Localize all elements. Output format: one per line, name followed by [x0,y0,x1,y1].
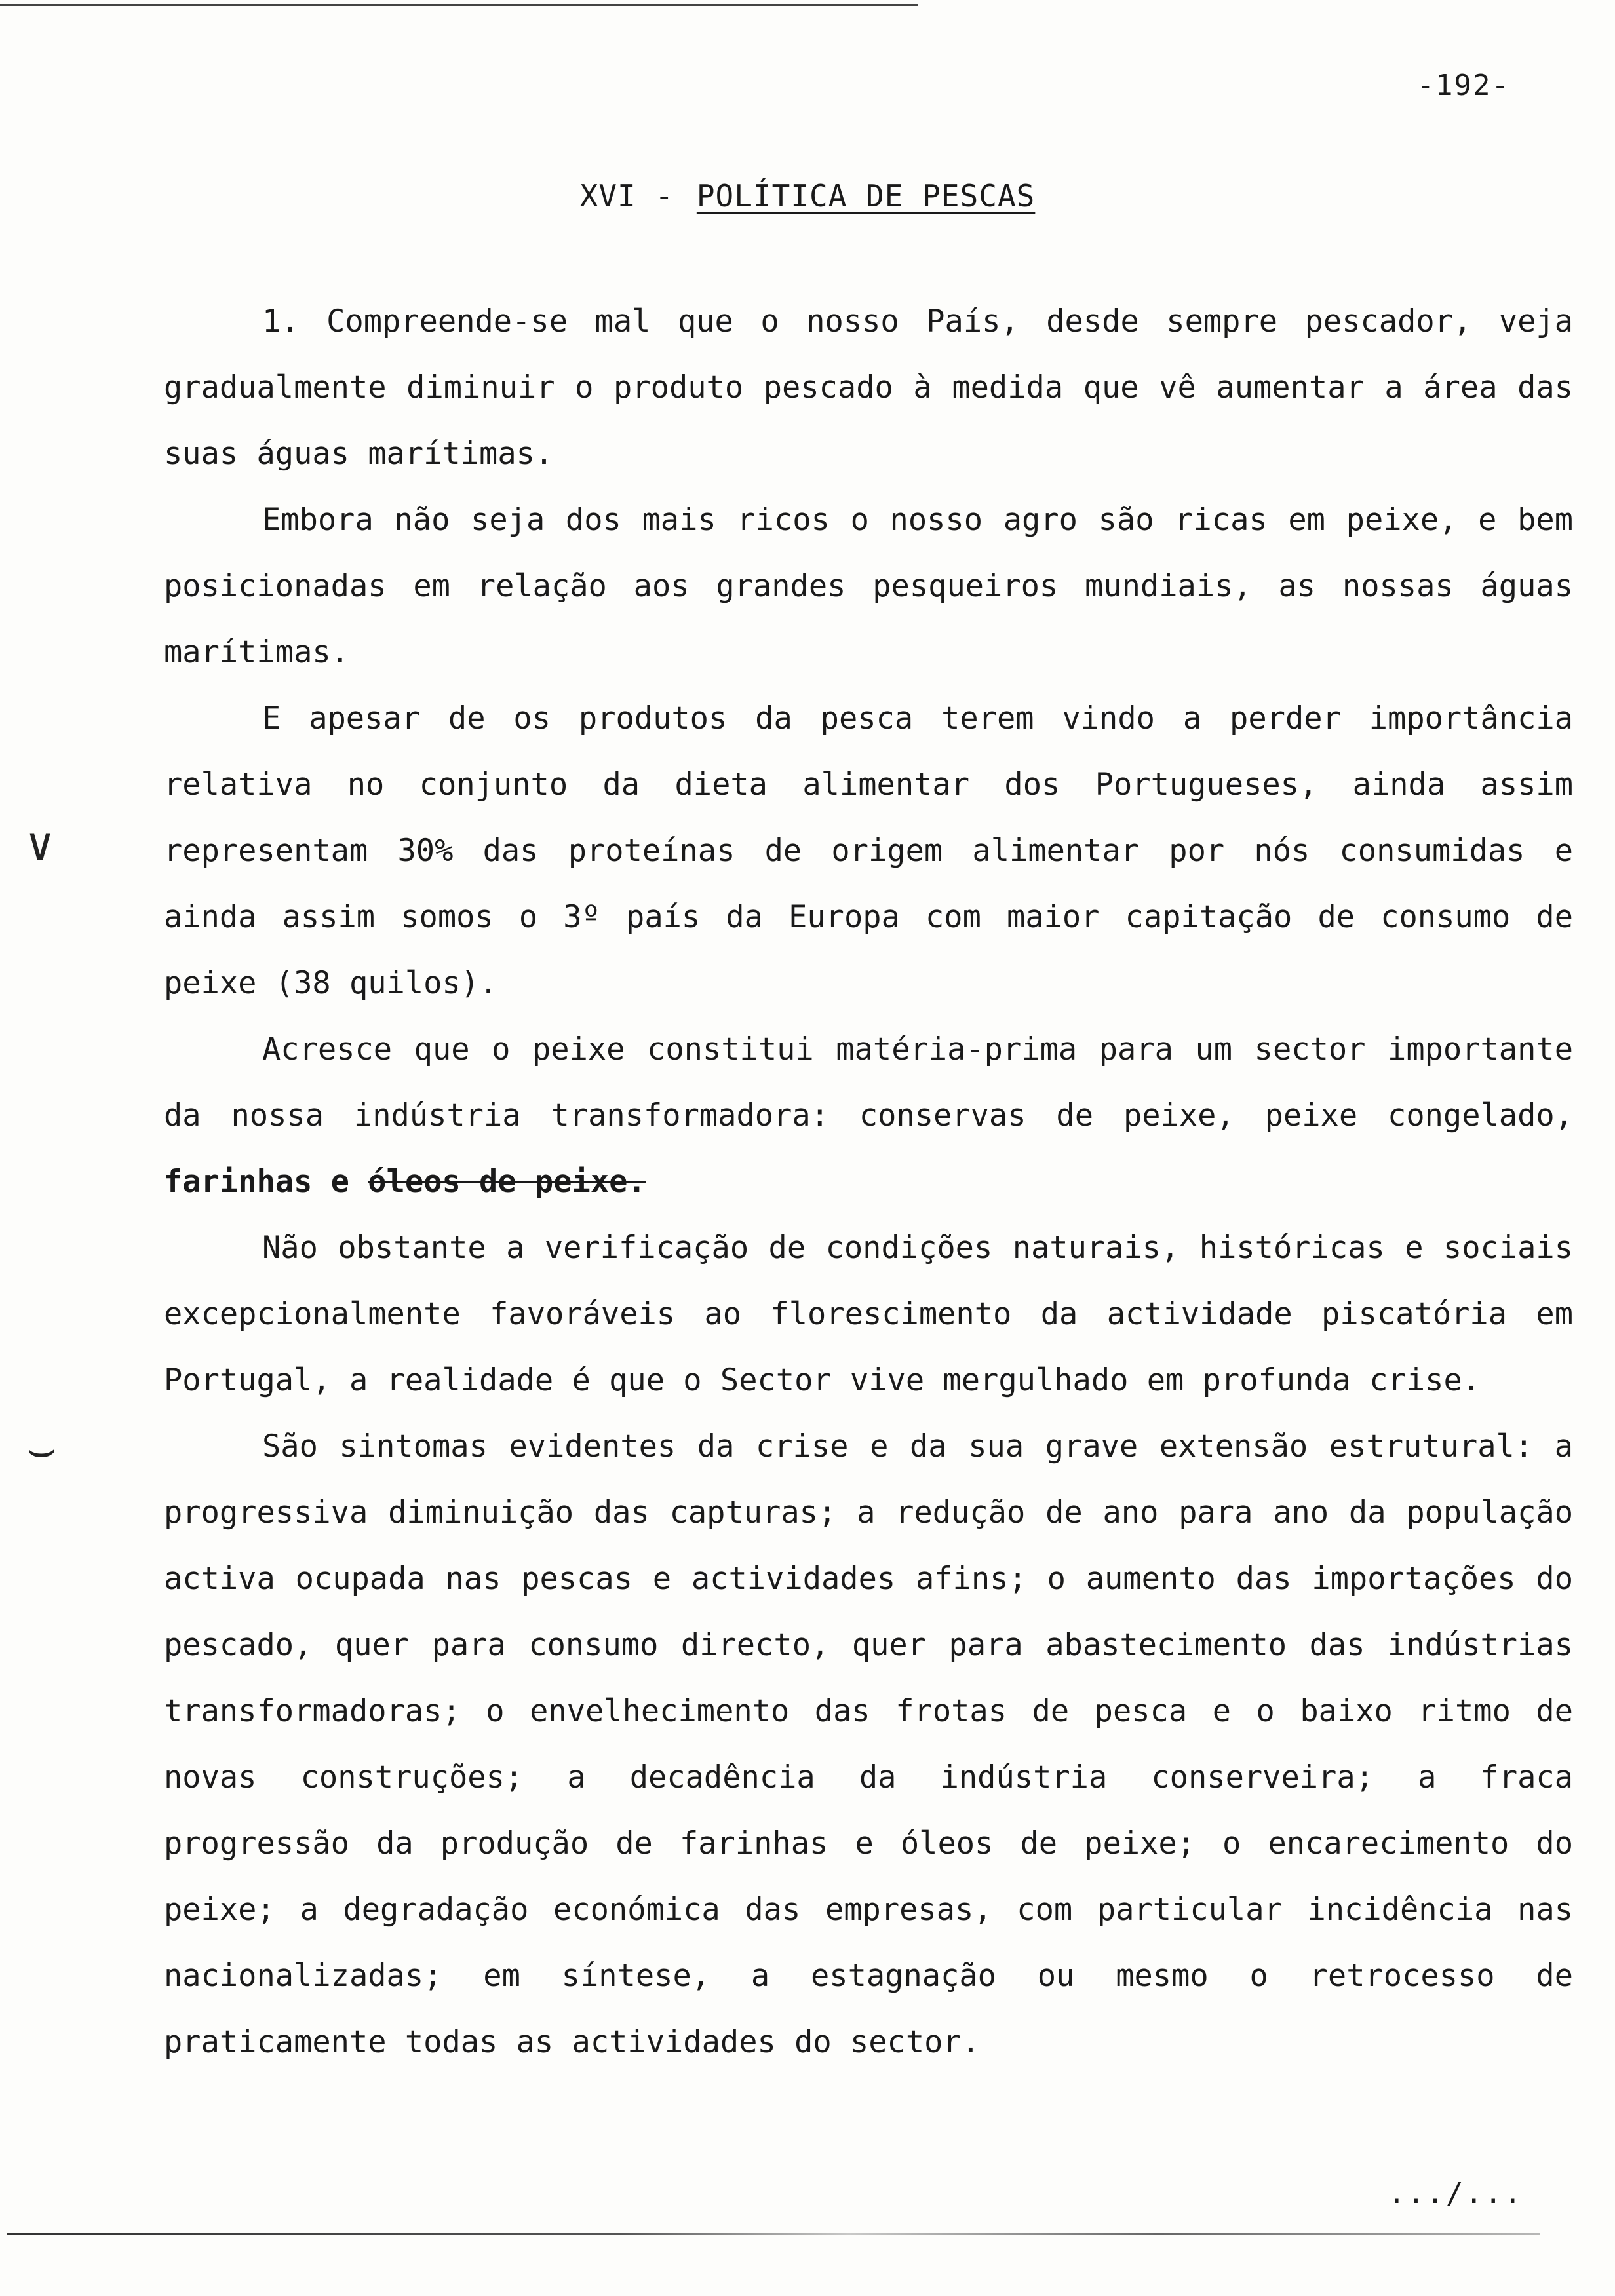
paragraph-4-struck-text: óleos de peixe. [368,1164,646,1200]
paragraph-6: São sintomas evidentes da crise e da sua grave extensão estrutural: a progressiva diminuição das capturas; a redução de ano para ano da população activa ocupada nas pescas e actividades afins; o aumento das importações do pescado, quer para consumo directo, quer para abastecimento das indústrias transformadoras; o envelhecimento das frotas de pesca e o baixo ritmo de novas construções; a decadência da indústria conserveira; a fraca progressão da produção de farinhas e óleos de peixe; o encarecimento do peixe; a degradação económica das empresas, com particular incidência nas nacionalizadas; em síntese, a estagnação ou mesmo o retrocesso de praticamente todas as actividades do sector. [164,1428,1573,2060]
paragraph-2: Embora não seja dos mais ricos o nosso agro são ricas em peixe, e bem posicionadas em relação aos grandes pesqueiros mundiais, as nossas águas marítimas. [164,502,1573,670]
bottom-rule [7,2233,1540,2235]
page-number: -192- [1416,69,1510,102]
paragraph-5: Não obstante a verificação de condições naturais, históricas e sociais excepcionalmente favoráveis ao florescimento da actividade piscatória em Portugal, a realidade é que o Sector vive mergulhado em profunda crise. [164,1230,1573,1398]
document-body [164,288,1573,2075]
paragraph-4-text: Acresce que o peixe constitui matéria-prima para um sector importante da nossa indústria transformadora: conservas de peixe, peixe congelado, [164,1031,1573,1134]
paragraph-3: E apesar de os produtos da pesca terem vindo a perder importância relativa no conjunto da dieta alimentar dos Portugueses, ainda assim representam 30% das proteínas de origem alimentar por nós consumidas e ainda assim somos o 3º país da Europa com maior capitação de consumo de peixe (38 quilos). [164,700,1573,1001]
section-title [0,178,1615,214]
paragraph-4 [164,1016,1573,1215]
paragraph-4-bold-text: farinhas e [164,1164,349,1200]
paragraph-1: 1. Compreende-se mal que o nosso País, desde sempre pescador, veja gradualmente diminuir o produto pescado à medida que vê aumentar a área das suas águas marítimas. [164,303,1573,472]
top-rule [0,4,918,6]
section-number: XVI - [579,178,674,214]
margin-bracket-mark: ⌣ [26,1422,57,1476]
section-heading: POLÍTICA DE PESCAS [696,178,1036,214]
margin-check-mark: ∨ [26,818,54,871]
continuation-mark: .../... [1388,2177,1523,2210]
